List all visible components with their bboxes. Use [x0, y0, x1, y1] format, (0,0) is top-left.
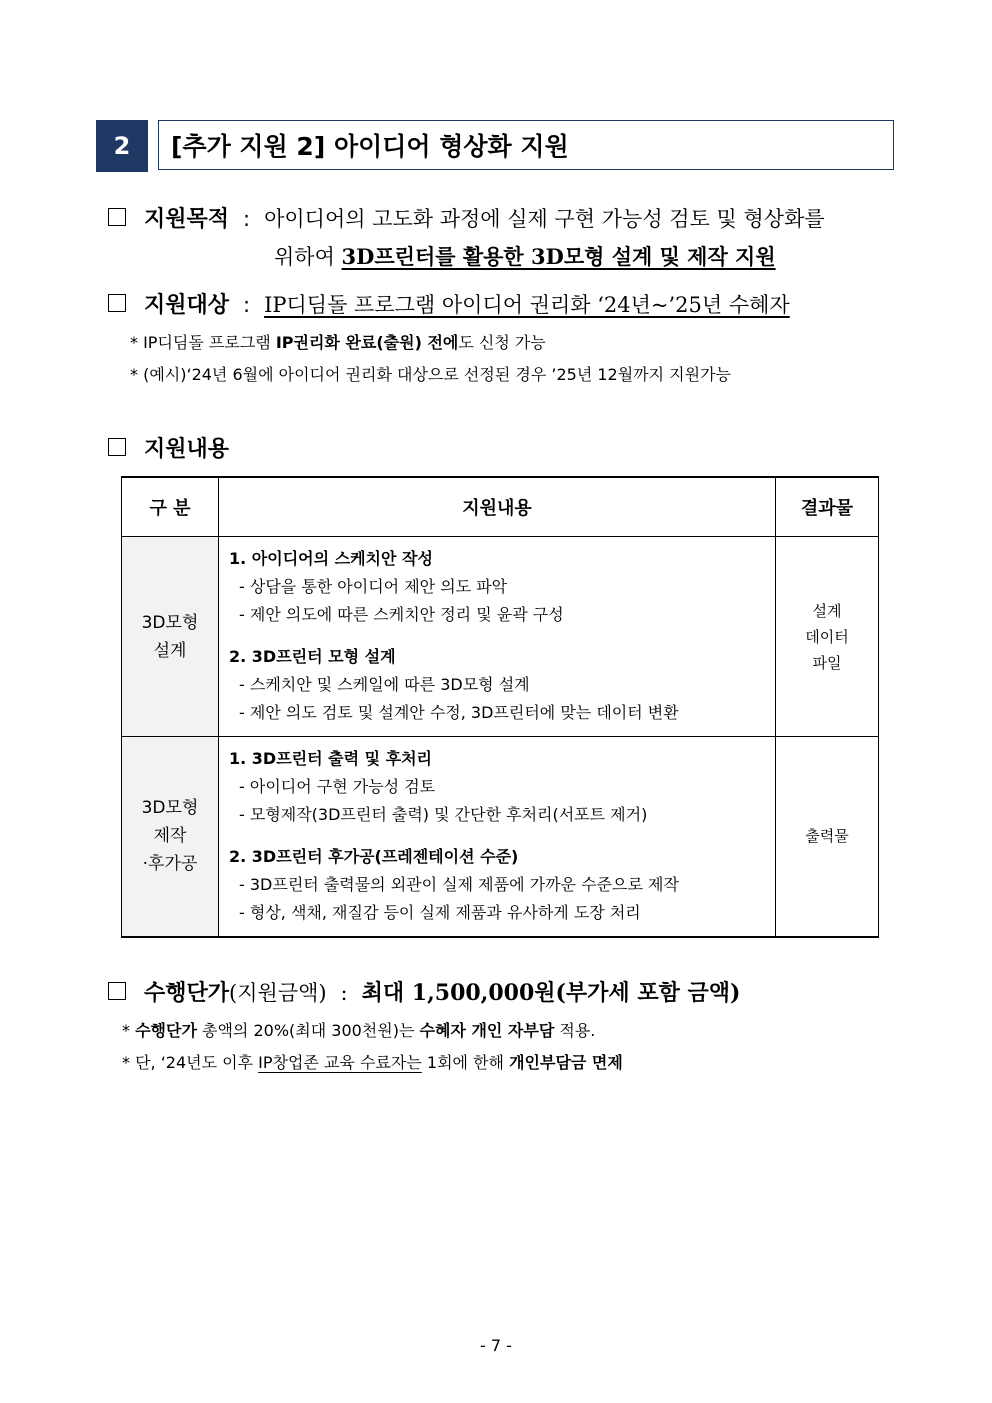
note-text: 적용. — [554, 1021, 596, 1040]
target-row — [108, 288, 790, 319]
row-result — [776, 537, 879, 737]
cost-value: 최대 1,500,000원(부가세 포함 금액) — [361, 980, 741, 1006]
row-result — [776, 737, 879, 937]
result-line: 출력물 — [805, 827, 849, 846]
table-row — [122, 737, 879, 937]
row-category — [122, 737, 219, 937]
cost-colon: : — [340, 981, 348, 1005]
item-sub: - 형상, 색채, 재질감 등이 실제 제품과 유사하게 도장 처리 — [239, 903, 641, 922]
section-header — [96, 120, 896, 172]
note-underline: IP창업존 교육 수료자는 — [258, 1053, 422, 1072]
note-text: * (예시)‘24년 6월에 아이디어 권리화 대상으로 선정된 경우 ’25년 12월까지 지원가능 — [130, 365, 731, 384]
category-line: 3D모형 — [141, 612, 199, 633]
section-title: [추가 지원 2] 아이디어 형상화 지원 — [158, 120, 894, 170]
purpose-colon: : — [243, 207, 251, 231]
checkbox-icon — [108, 294, 126, 312]
note-bold: 수행단가 — [135, 1021, 197, 1040]
row-content — [219, 737, 776, 937]
purpose-line2-emph: 3D프린터를 활용한 3D모형 설계 및 제작 지원 — [341, 244, 776, 269]
support-content-table — [121, 476, 879, 938]
section-number: 2 — [96, 120, 148, 172]
note-text: * — [122, 1021, 136, 1040]
item-sub: - 3D프린터 출력물의 외관이 실제 제품에 가까운 수준으로 제작 — [239, 875, 679, 894]
checkbox-icon — [108, 208, 126, 226]
checkbox-icon — [108, 982, 126, 1000]
result-line: 파일 — [812, 653, 842, 672]
item-sub: - 상담을 통한 아이디어 제안 의도 파악 — [239, 577, 508, 596]
row-category — [122, 537, 219, 737]
header-result: 결과물 — [776, 477, 879, 537]
target-note-2 — [130, 362, 731, 385]
item-sub: - 모형제작(3D프린터 출력) 및 간단한 후처리(서포트 제거) — [239, 805, 648, 824]
category-line: 제작 — [153, 826, 187, 847]
target-colon: : — [243, 293, 251, 317]
note-text: 도 신청 가능 — [458, 333, 546, 352]
cost-row — [108, 976, 740, 1007]
cost-label-paren: (지원금액) — [229, 981, 327, 1005]
note-bold: 수혜자 개인 자부담 — [419, 1021, 555, 1040]
header-category: 구 분 — [122, 477, 219, 537]
item-sub: - 제안 의도에 따른 스케치안 정리 및 윤곽 구성 — [239, 605, 564, 624]
note-text: * 단, ‘24년도 이후 — [122, 1053, 259, 1072]
header-content: 지원내용 — [219, 477, 776, 537]
note-bold: 개인부담금 면제 — [509, 1053, 623, 1072]
note-bold: IP권리화 완료(출원) 전에 — [275, 333, 459, 352]
note-text: 1회에 한해 — [421, 1053, 510, 1072]
target-label: 지원대상 — [144, 292, 230, 318]
table-header-row — [122, 477, 879, 537]
item-sub: - 제안 의도 검토 및 설계안 수정, 3D프린터에 맞는 데이터 변환 — [239, 703, 679, 722]
content-row — [108, 432, 229, 463]
checkbox-icon — [108, 438, 126, 456]
category-line: 3D모형 — [141, 798, 199, 819]
purpose-line2-prefix: 위하여 — [274, 245, 342, 269]
table-row — [122, 537, 879, 737]
cost-label: 수행단가 — [144, 980, 230, 1006]
category-line: ·후가공 — [142, 854, 198, 875]
target-note-1 — [130, 330, 546, 353]
cost-note-2 — [122, 1050, 623, 1073]
row-content — [219, 537, 776, 737]
item-title: 2. 3D프린터 후가공(프레젠테이션 수준) — [229, 847, 519, 866]
note-text: 총액의 20%(최대 300천원)는 — [196, 1021, 420, 1040]
target-text: IP디딤돌 프로그램 아이디어 권리화 ‘24년~’25년 수혜자 — [264, 293, 790, 317]
result-line: 설계 — [812, 601, 842, 620]
note-text: * IP디딤돌 프로그램 — [130, 333, 276, 352]
item-title: 1. 아이디어의 스케치안 작성 — [229, 549, 433, 568]
cost-note-1 — [122, 1018, 595, 1041]
page-number: - 7 - — [480, 1336, 512, 1355]
purpose-label: 지원목적 — [144, 206, 230, 232]
item-title: 1. 3D프린터 출력 및 후처리 — [229, 749, 433, 768]
item-title: 2. 3D프린터 모형 설계 — [229, 647, 396, 666]
purpose-line1: 아이디어의 고도화 과정에 실제 구현 가능성 검토 및 형상화를 — [264, 207, 825, 231]
content-label: 지원내용 — [144, 436, 230, 462]
category-line: 설계 — [153, 640, 187, 661]
result-line: 데이터 — [805, 627, 849, 646]
purpose-row — [108, 202, 825, 271]
item-sub: - 아이디어 구현 가능성 검토 — [239, 777, 436, 796]
item-sub: - 스케치안 및 스케일에 따른 3D모형 설계 — [239, 675, 530, 694]
